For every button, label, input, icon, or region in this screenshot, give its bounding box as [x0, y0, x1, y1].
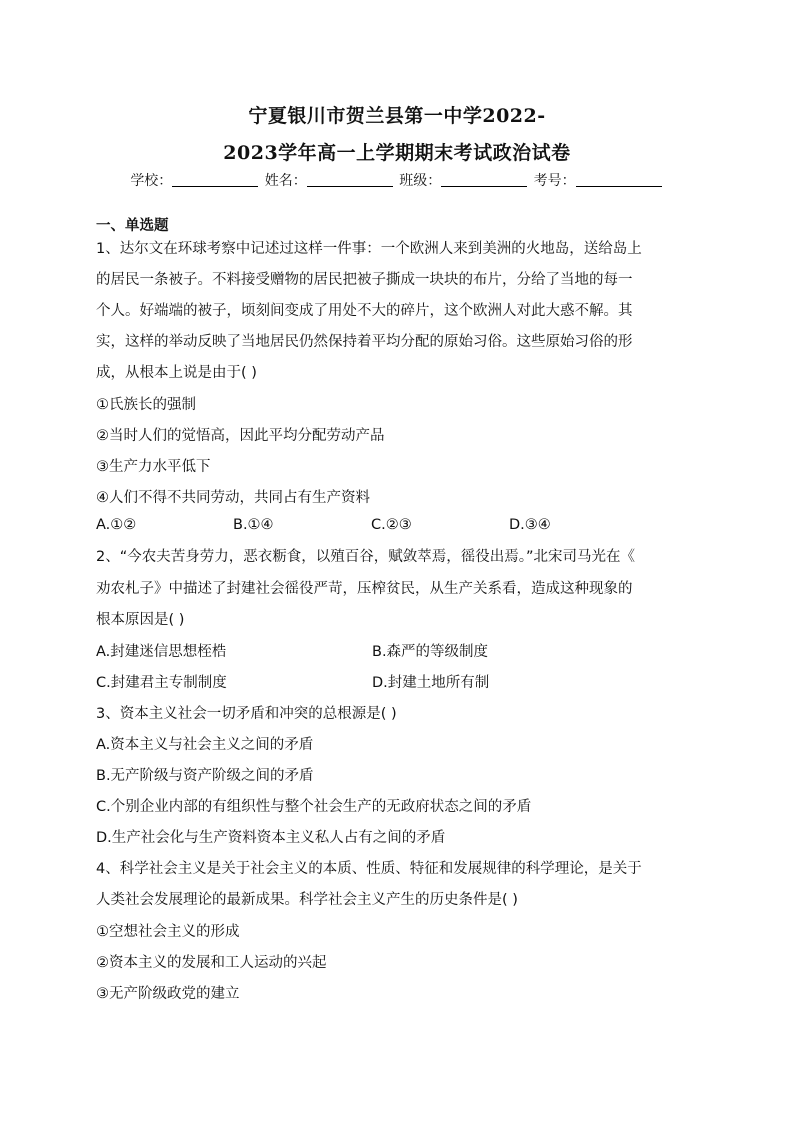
- q3-option-b[interactable]: B.无产阶级与资产阶级之间的矛盾: [96, 768, 314, 784]
- number-blank[interactable]: [576, 172, 662, 187]
- name-label: 姓名：: [264, 173, 307, 189]
- q1-item: ④人们不得不共同劳动，共同占有生产资料: [96, 490, 370, 506]
- q2-option-a[interactable]: A.封建迷信思想桎梏: [96, 644, 227, 660]
- q3-option-c[interactable]: C.个别企业内部的有组织性与整个社会生产的无政府状态之间的矛盾: [96, 799, 532, 815]
- q4-item: ③无产阶级政党的建立: [96, 986, 240, 1002]
- q3-option-d[interactable]: D.生产社会化与生产资料资本主义私人占有之间的矛盾: [96, 830, 446, 846]
- q4-item: ②资本主义的发展和工人运动的兴起: [96, 955, 327, 971]
- q1-option-d[interactable]: D.③④: [509, 517, 551, 533]
- name-blank[interactable]: [307, 172, 393, 187]
- q1-item: ①氏族长的强制: [96, 397, 196, 413]
- q1-option-b[interactable]: B.①④: [233, 517, 274, 533]
- q2-option-c[interactable]: C.封建君主专制制度: [96, 675, 227, 691]
- q4-item: ①空想社会主义的形成: [96, 924, 240, 940]
- exam-title-line-2: 2023学年高一上学期期末考试政治试卷: [223, 142, 571, 164]
- student-info-row: [0, 170, 794, 190]
- q1-option-a[interactable]: A.①②: [96, 517, 137, 533]
- school-label: 学校：: [130, 173, 173, 189]
- number-label: 考号：: [533, 173, 576, 189]
- q3-stem-line: 3、资本主义社会一切矛盾和冲突的总根源是( ): [96, 706, 397, 722]
- q2-stem-line: 根本原因是( ): [96, 612, 185, 628]
- q1-stem-line: 成，从根本上说是由于( ): [96, 365, 257, 381]
- exam-title-line-1: 宁夏银川市贺兰县第一中学2022-: [248, 105, 546, 127]
- q2-stem-line: 劝农札子》中描述了封建社会徭役严苛，压榨贫民，从生产关系看，造成这种现象的: [96, 581, 633, 597]
- q3-option-a[interactable]: A.资本主义与社会主义之间的矛盾: [96, 737, 314, 753]
- q1-item: ③生产力水平低下: [96, 459, 211, 475]
- q1-stem-line: 个人。好端端的被子，顷刻间变成了用处不大的碎片，这个欧洲人对此大惑不解。其: [96, 303, 633, 319]
- q4-stem-line: 人类社会发展理论的最新成果。科学社会主义产生的历史条件是( ): [96, 892, 518, 908]
- class-label: 班级：: [399, 173, 442, 189]
- section-heading: 一、单选题: [96, 218, 169, 234]
- q1-stem-line: 的居民一条被子。不料接受赠物的居民把被子撕成一块块的布片，分给了当地的每一: [96, 272, 633, 288]
- q4-stem-line: 4、科学社会主义是关于社会主义的本质、性质、特征和发展规律的科学理论，是关于: [96, 861, 642, 877]
- q1-stem-line: 实，这样的举动反映了当地居民仍然保持着平均分配的原始习俗。这些原始习俗的形: [96, 334, 633, 350]
- q1-item: ②当时人们的觉悟高，因此平均分配劳动产品: [96, 428, 385, 444]
- class-blank[interactable]: [441, 172, 527, 187]
- q2-option-b[interactable]: B.森严的等级制度: [372, 644, 489, 660]
- q1-option-c[interactable]: C.②③: [371, 517, 412, 533]
- school-blank[interactable]: [172, 172, 258, 187]
- q2-stem-line: 2、“今农夫苦身劳力，恶衣粝食，以殖百谷，赋敛萃焉，徭役出焉。”北宋司马光在《: [96, 549, 635, 565]
- q2-option-d[interactable]: D.封建土地所有制: [372, 675, 490, 691]
- q1-stem-line: 1、达尔文在环球考察中记述过这样一件事：一个欧洲人来到美洲的火地岛，送给岛上: [96, 241, 642, 257]
